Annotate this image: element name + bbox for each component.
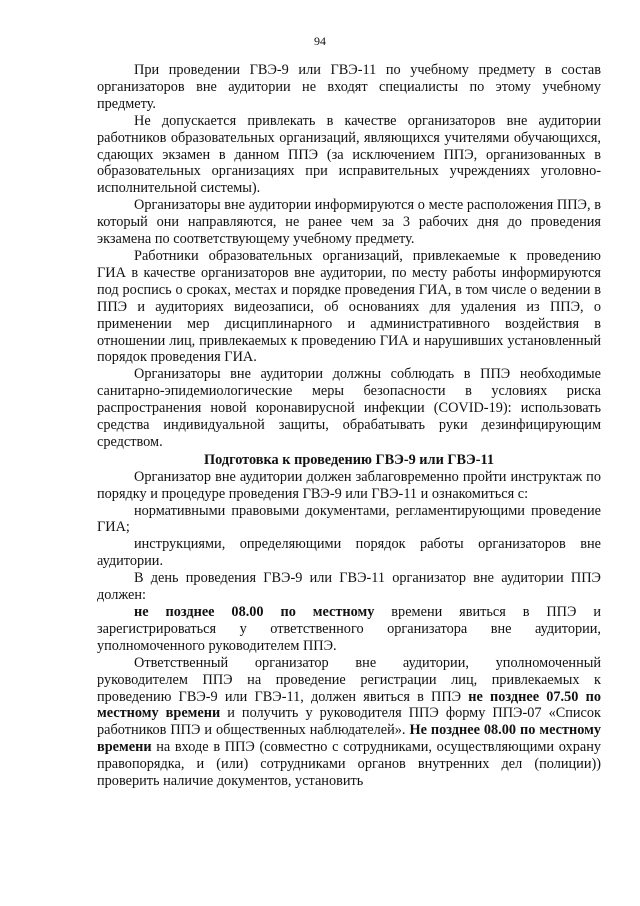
paragraph: В день проведения ГВЭ-9 или ГВЭ-11 организатор вне аудитории ППЭ должен:: [97, 570, 601, 604]
paragraph: Организаторы вне аудитории информируются о месте расположения ППЭ, в который они направляются, не ранее чем за 3 рабочих дня до проведения экзамена по соответствующему учебному предмету.: [97, 197, 601, 248]
paragraph: инструкциями, определяющими порядок работы организаторов вне аудитории.: [97, 536, 601, 570]
paragraph-text: Ответственный организатор вне аудитории, уполномоченный руководителем ППЭ на проведение регистрации лиц, привлекаемых к проведению ГВЭ-9 или ГВЭ-11, должен явиться в ППЭ: [97, 654, 601, 705]
page-number: 94: [314, 34, 326, 48]
paragraph: [97, 604, 601, 655]
paragraph-text: и получить у руководителя ППЭ форму ППЭ-07 «Список работников ППЭ и общественных наблюдателей».: [97, 705, 601, 739]
paragraph: Организаторы вне аудитории должны соблюдать в ППЭ необходимые санитарно-эпидемиологические меры безопасности в условиях риска распространения новой коронавирусной инфекции (COVID-19): использовать средства индивидуальной защиты, обрабатывать руки дезинфицирующим средством.: [97, 366, 601, 450]
paragraph: [97, 655, 601, 790]
section-heading: Подготовка к проведению ГВЭ-9 или ГВЭ-11: [204, 451, 494, 468]
paragraph: нормативными правовыми документами, регламентирующими проведение ГИА;: [97, 502, 601, 536]
paragraph: Работники образовательных организаций, привлекаемые к проведению ГИА в качестве организаторов вне аудитории, по месту работы информируются под роспись о сроках, местах и порядке проведения ГИА, в том числе о ведении в ППЭ и аудиториях видеозаписи, об основаниях для удаления из ППЭ, о применении мер дисциплинарного и административного воздействия в отношении лиц, привлекаемых к проведению ГИА и нарушивших установленный порядок проведения ГИА.: [97, 247, 601, 366]
bold-text: не позднее 08.00 по местному: [134, 604, 375, 620]
paragraph: Организатор вне аудитории должен заблаговременно пройти инструктаж по порядку и процедуре проведения ГВЭ-9 или ГВЭ-11 и ознакомиться с:: [97, 468, 601, 502]
paragraph-text: на входе в ППЭ (совместно с сотрудниками, осуществляющими охрану правопорядка, и (или) сотрудниками органов внутренних дел (полиции)) проверить наличие документов, установить: [97, 739, 601, 790]
paragraph: Не допускается привлекать в качестве организаторов вне аудитории работников образовательных организаций, являющихся учителями обучающихся, сдающих экзамен в данном ППЭ (за исключением ППЭ, организованных в образовательных организациях при исправительных учреждениях уголовно-исполнительной системы).: [97, 112, 601, 197]
paragraph-text: времени явиться в ППЭ и зарегистрироваться у ответственного организатора вне аудитории, уполномоченного руководителем ППЭ.: [97, 604, 601, 654]
document-body: [97, 62, 601, 790]
bold-text: не позднее 07.50 по местному времени: [97, 688, 601, 722]
paragraph: При проведении ГВЭ-9 или ГВЭ-11 по учебному предмету в состав организаторов вне аудитории не входят специалисты по этому учебному предмету.: [97, 62, 601, 112]
bold-text: Не позднее 08.00 по местному времени: [97, 722, 601, 756]
